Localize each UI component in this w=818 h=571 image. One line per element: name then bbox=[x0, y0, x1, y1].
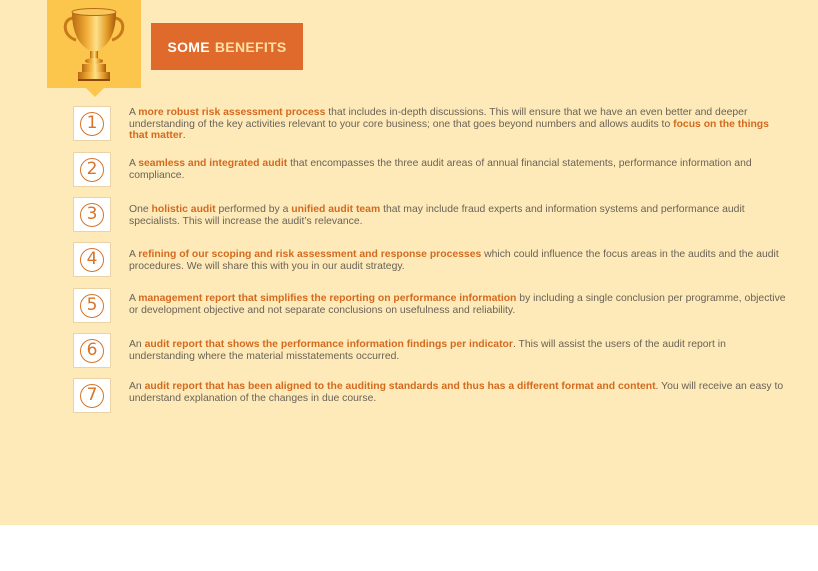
benefit-highlight: holistic audit bbox=[151, 204, 216, 215]
benefit-text-segment: that includes in-depth discussions. This will ensure that we have an even better and deeper understanding of the key activities relevant to your core business; one that goes beyond numbers and allows audits to bbox=[129, 107, 748, 130]
benefit-highlight: refining of our scoping and risk assessment and response processes bbox=[138, 249, 482, 260]
benefit-text-segment: that encompasses the three audit areas of annual financial statements, performance information and compliance. bbox=[129, 158, 752, 181]
benefit-number: 2 bbox=[80, 158, 104, 182]
benefit-number: 6 bbox=[80, 339, 104, 363]
trophy-box-pointer bbox=[86, 88, 104, 97]
benefit-highlight: focus on the things that matter bbox=[129, 118, 769, 142]
benefit-highlight: management report that simplifies the reporting on performance information bbox=[138, 293, 517, 304]
benefit-text-segment: which could influence the focus areas in the audits and the audit procedures. We will share this with you in our audit strategy. bbox=[129, 249, 779, 272]
trophy-icon bbox=[60, 4, 128, 84]
benefit-text bbox=[129, 158, 789, 181]
benefit-number: 7 bbox=[80, 384, 104, 408]
benefit-highlight: audit report that has been aligned to the auditing standards and thus has a different format and content bbox=[144, 381, 656, 392]
benefit-number-box bbox=[73, 106, 111, 141]
benefit-text bbox=[129, 293, 789, 316]
benefit-highlight: more robust risk assessment process bbox=[138, 107, 326, 118]
benefit-text-segment: A bbox=[129, 293, 139, 304]
benefit-text bbox=[129, 339, 789, 362]
benefit-text-segment: that may include fraud experts and information systems and performance audit specialists. This will increase the audit’s relevance. bbox=[129, 204, 745, 227]
section-title-word1: SOME bbox=[167, 38, 210, 55]
benefit-text bbox=[129, 107, 789, 142]
benefit-number: 1 bbox=[80, 112, 104, 136]
benefit-number: 4 bbox=[80, 248, 104, 272]
benefit-highlight: audit report that shows the performance information findings per indicator bbox=[144, 339, 513, 350]
benefit-text-segment: One bbox=[129, 204, 152, 215]
benefit-number: 3 bbox=[80, 203, 104, 227]
benefit-text-segment: by including a single conclusion per programme, objective or development objective and not separate conclusions on usefulness and reliability. bbox=[129, 293, 786, 316]
benefit-number: 5 bbox=[80, 294, 104, 318]
section-title-word2: BENEFITS bbox=[214, 38, 287, 55]
benefit-text-segment: An bbox=[129, 381, 145, 392]
benefit-text-segment: . You will receive an easy to understand explanation of the changes in due course. bbox=[129, 381, 784, 404]
benefit-text-segment: . This will assist the users of the audit report in understanding where the material misstatements occurred. bbox=[129, 339, 726, 362]
section-title bbox=[151, 23, 303, 70]
benefit-number-box bbox=[73, 242, 111, 277]
benefit-highlight: seamless and integrated audit bbox=[138, 158, 288, 169]
benefit-text bbox=[129, 381, 789, 404]
benefit-number-box bbox=[73, 152, 111, 187]
benefit-number-box bbox=[73, 333, 111, 368]
benefit-text-segment: An bbox=[129, 339, 145, 350]
benefit-text-segment: . bbox=[182, 130, 186, 142]
benefit-number-box bbox=[73, 378, 111, 413]
benefit-text-segment: A bbox=[129, 107, 139, 118]
benefit-text-segment: performed by a bbox=[215, 204, 292, 215]
benefit-number-box bbox=[73, 288, 111, 323]
benefit-text bbox=[129, 204, 789, 227]
benefit-text bbox=[129, 249, 789, 272]
benefit-number-box bbox=[73, 197, 111, 232]
benefit-text-segment: A bbox=[129, 158, 139, 169]
benefit-text-segment: A bbox=[129, 249, 139, 260]
benefit-highlight: unified audit team bbox=[291, 204, 381, 215]
